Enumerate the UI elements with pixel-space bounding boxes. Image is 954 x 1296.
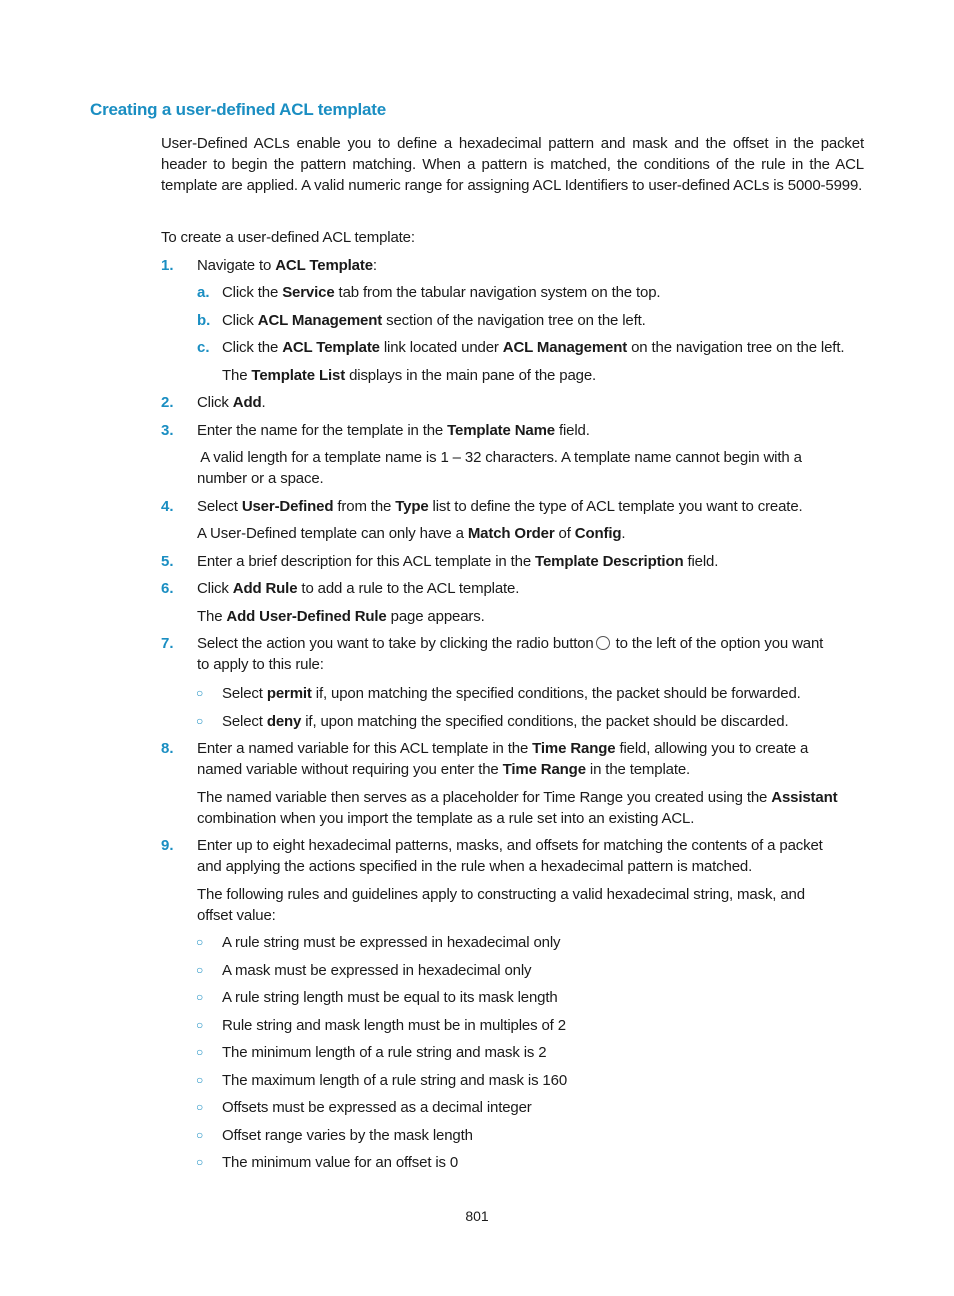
- circle-bullet-icon: ○: [196, 1128, 204, 1142]
- permit-option-text: Select permit if, upon matching the specified conditions, the packet should be forwarded.: [222, 685, 801, 702]
- list-item: The maximum length of a rule string and mask is 160: [222, 1072, 568, 1089]
- substep-a-text: Click the Service tab from the tabular navigation system on the top.: [222, 284, 661, 301]
- step-7-text-line2: to apply to this rule:: [197, 656, 324, 673]
- step-9-text: Enter up to eight hexadecimal patterns, masks, and offsets for matching the contents of a packet: [197, 837, 823, 854]
- template-list-note: The Template List displays in the main pane of the page.: [222, 367, 597, 384]
- step-number: 1.: [161, 257, 174, 274]
- substep-c-text: Click the ACL Template link located under ACL Management on the navigation tree on the left.: [222, 339, 845, 356]
- page-number: 801: [465, 1208, 489, 1224]
- list-item: Offsets must be expressed as a decimal integer: [222, 1099, 532, 1116]
- list-item: Rule string and mask length must be in multiples of 2: [222, 1017, 566, 1034]
- placeholder-note-line1: The named variable then serves as a placeholder for Time Range you created using the Assistant: [197, 789, 838, 806]
- placeholder-note-line2: combination when you import the template as a rule set into an existing ACL.: [197, 810, 695, 827]
- circle-bullet-icon: ○: [196, 990, 204, 1004]
- step-number: 7.: [161, 635, 174, 652]
- step-8-text: Enter a named variable for this ACL template in the Time Range field, allowing you to create a: [197, 740, 809, 757]
- circle-bullet-icon: ○: [196, 714, 204, 728]
- substep-b-text: Click ACL Management section of the navigation tree on the left.: [222, 312, 646, 329]
- step-6-text: Click Add Rule to add a rule to the ACL template.: [197, 580, 520, 597]
- list-item: Offset range varies by the mask length: [222, 1127, 473, 1144]
- step-number: 9.: [161, 837, 174, 854]
- step-number: 2.: [161, 394, 174, 411]
- intro-paragraph: User-Defined ACLs enable you to define a hexadecimal pattern and mask and the offset in the packet header to begin the pattern matching. When a pattern is matched, the conditions of the rule in the ACL template are applied. A valid numeric range for assigning ACL Identifiers to user-defined ACLs is 5000-5999.: [161, 135, 864, 194]
- guidelines-note-line1: The following rules and guidelines apply to constructing a valid hexadecimal string, mask, and: [197, 886, 805, 903]
- circle-bullet-icon: ○: [196, 1073, 204, 1087]
- circle-bullet-icon: ○: [196, 963, 204, 977]
- list-item: The minimum length of a rule string and mask is 2: [222, 1044, 547, 1061]
- step-1-text: Navigate to ACL Template:: [197, 257, 377, 274]
- step-8-text-line2: named variable without requiring you enter the Time Range in the template.: [197, 761, 691, 778]
- add-rule-page-note: The Add User-Defined Rule page appears.: [197, 608, 485, 625]
- radio-button-icon: [596, 636, 610, 650]
- name-length-note-line2: number or a space.: [197, 470, 324, 487]
- list-item: A rule string length must be equal to its mask length: [222, 989, 558, 1006]
- step-number: 4.: [161, 498, 174, 515]
- circle-bullet-icon: ○: [196, 686, 204, 700]
- step-number: 8.: [161, 740, 174, 757]
- step-number: 5.: [161, 553, 174, 570]
- circle-bullet-icon: ○: [196, 1045, 204, 1059]
- step-number: 6.: [161, 580, 174, 597]
- step-4-text: Select User-Defined from the Type list to define the type of ACL template you want to create.: [197, 498, 803, 515]
- list-item: A rule string must be expressed in hexadecimal only: [222, 934, 561, 951]
- circle-bullet-icon: ○: [196, 1018, 204, 1032]
- step-7-text: Select the action you want to take by clicking the radio button to the left of the option you want: [197, 635, 824, 652]
- lead-text: To create a user-defined ACL template:: [161, 229, 415, 246]
- list-item: The minimum value for an offset is 0: [222, 1154, 459, 1171]
- step-2-text: Click Add.: [197, 394, 266, 411]
- circle-bullet-icon: ○: [196, 1155, 204, 1169]
- step-number: 3.: [161, 422, 174, 439]
- step-9-text-line2: and applying the actions specified in the rule when a hexadecimal pattern is matched.: [197, 858, 753, 875]
- substep-letter: b.: [197, 312, 211, 329]
- substep-letter: a.: [197, 284, 210, 301]
- step-5-text: Enter a brief description for this ACL template in the Template Description field.: [197, 553, 719, 570]
- guidelines-note-line2: offset value:: [197, 907, 276, 924]
- step-3-text: Enter the name for the template in the Template Name field.: [197, 422, 590, 439]
- substep-letter: c.: [197, 339, 210, 356]
- deny-option-text: Select deny if, upon matching the specified conditions, the packet should be discarded.: [222, 713, 789, 730]
- list-item: A mask must be expressed in hexadecimal only: [222, 962, 532, 979]
- circle-bullet-icon: ○: [196, 1100, 204, 1114]
- match-order-note: A User-Defined template can only have a Match Order of Config.: [197, 525, 626, 542]
- circle-bullet-icon: ○: [196, 935, 204, 949]
- section-heading: Creating a user-defined ACL template: [90, 100, 387, 119]
- name-length-note-line1: A valid length for a template name is 1 – 32 characters. A template name cannot begin with a: [197, 449, 802, 466]
